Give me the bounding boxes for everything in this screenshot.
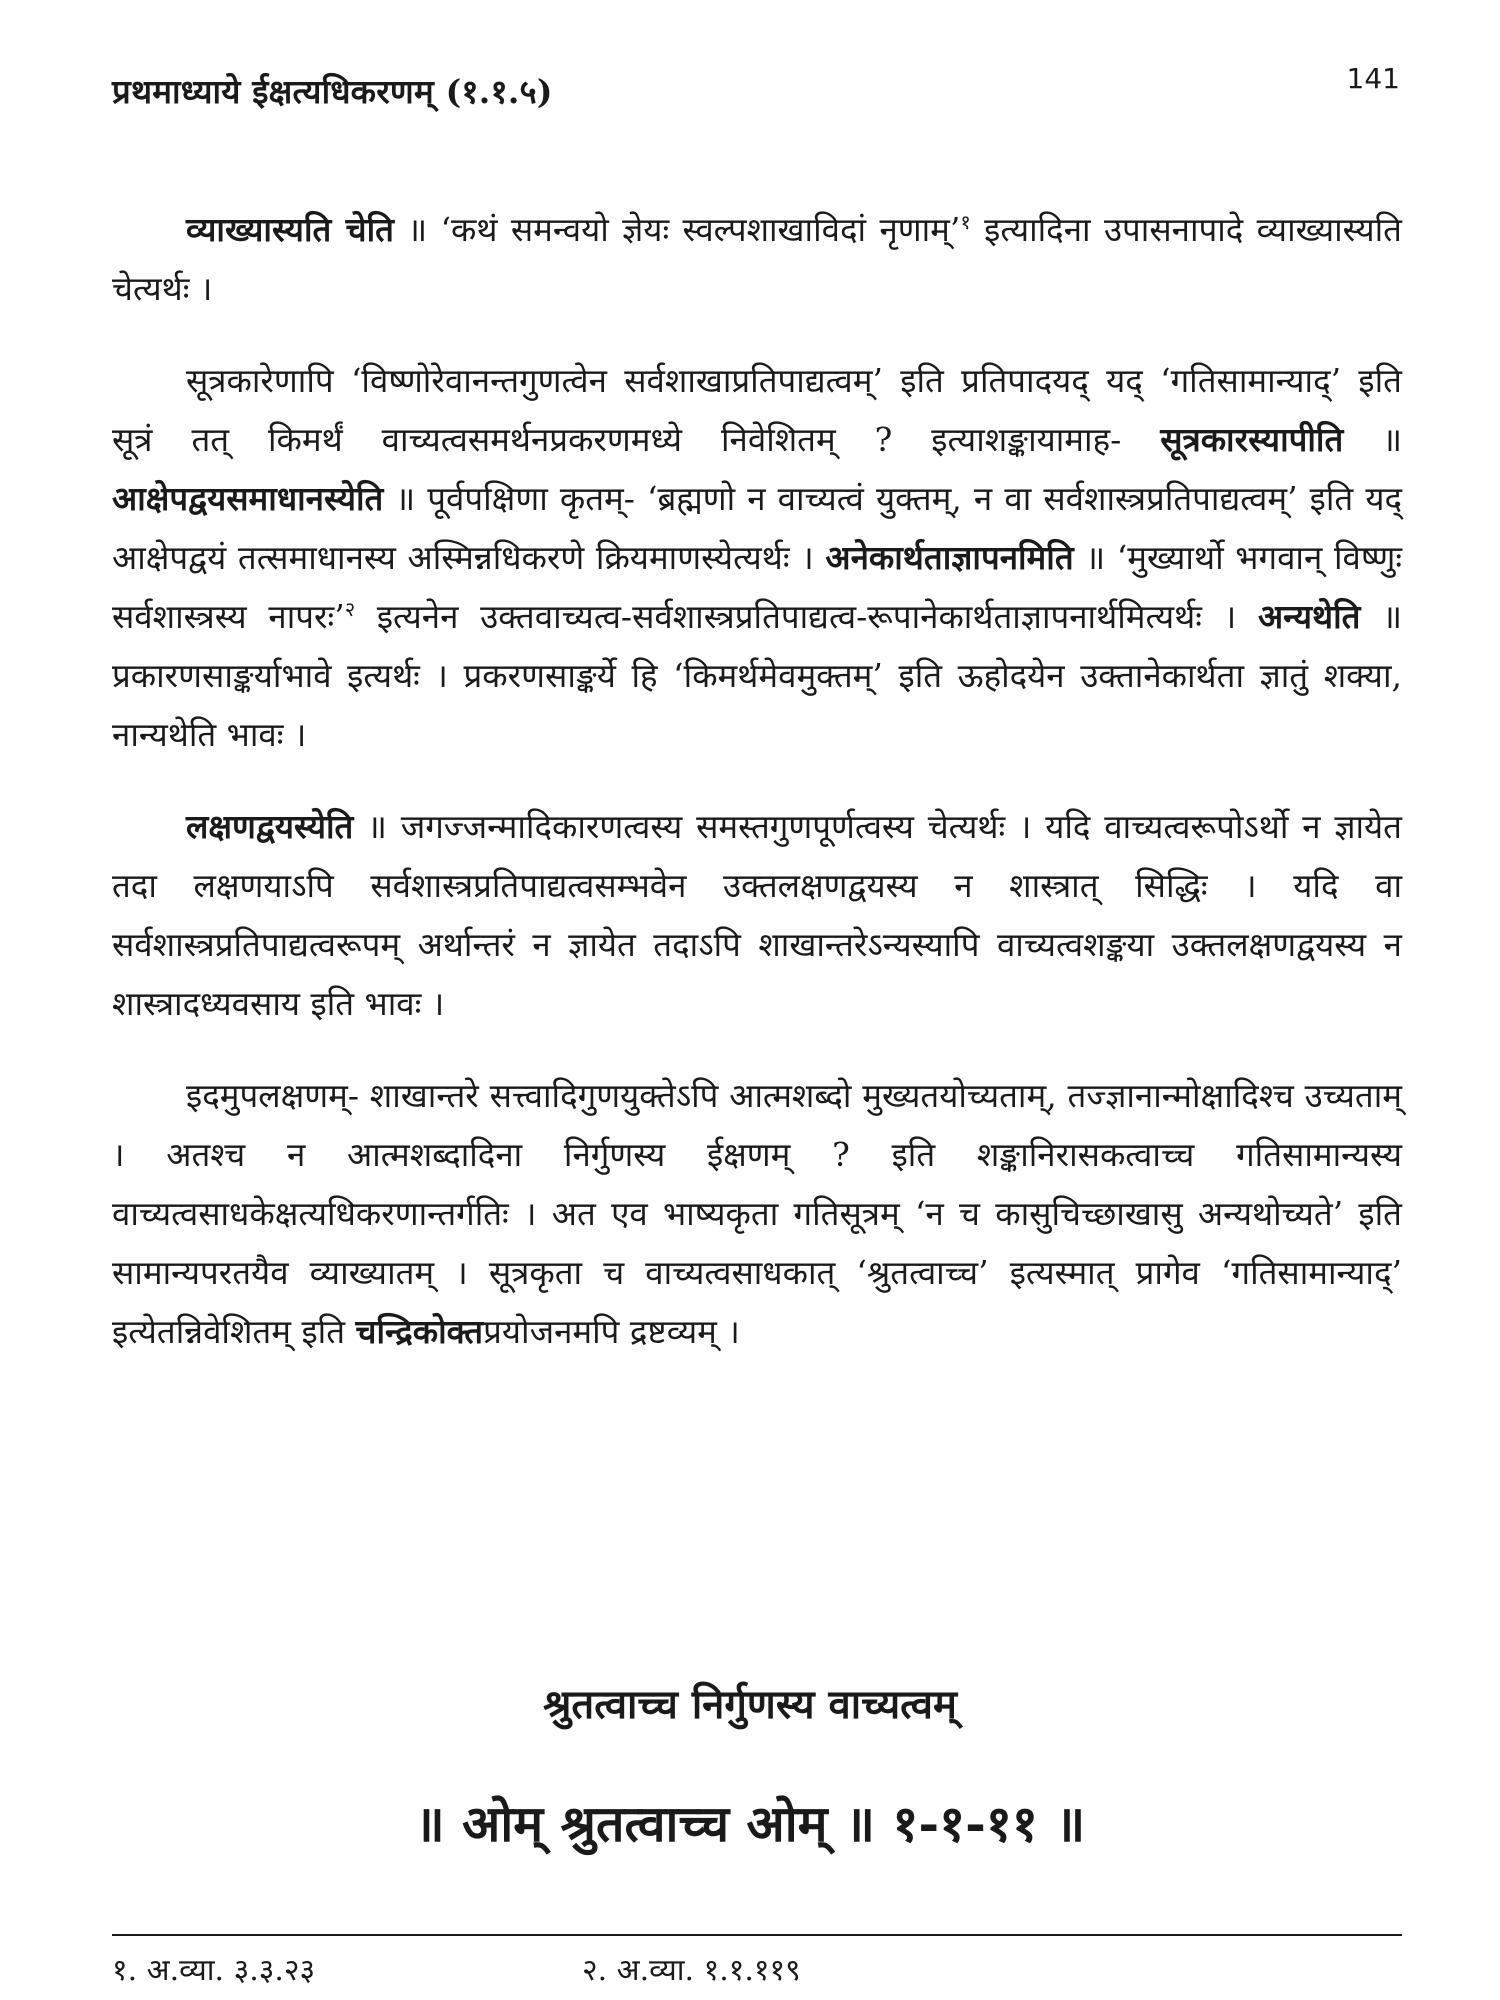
page-number: 141 — [1346, 62, 1400, 95]
pratika-term: चन्द्रिकोक्त — [355, 1312, 484, 1351]
section-title: श्रुतत्वाच्च निर्गुणस्य वाच्यत्वम् — [543, 1681, 957, 1728]
text-run: ॥ जगज्जन्मादिकारणत्वस्य समस्तगुणपूर्णत्वस्य चेत्यर्थः । यदि वाच्यत्वरूपोऽर्थो न ज्ञायेत तदा लक्षणयाऽपि सर्वशास्त्रप्रतिपाद्यत्वसम्भवेन उक्तलक्षणद्वयस्य न शास्त्रात् सिद्धिः । यदि वा सर्वशास्त्रप्रतिपाद्यत्वरूपम् अर्थान्तरं न ज्ञायेत तदाऽपि शाखान्तरेऽन्यस्यापि वाच्यत्वशङ्कया उक्तलक्षणद्वयस्य न शास्त्रादध्यवसाय इति भावः । — [112, 807, 1402, 1023]
pratika-term: अन्यथेति — [1257, 597, 1361, 636]
footnote-marker: २ — [344, 597, 356, 621]
text-run: ॥ पूर्वपक्षिणा कृतम्- ‘ब्रह्मणो न वाच्यत्वं युक्तम्, न वा सर्वशास्त्रप्रतिपाद्यत्वम्’ इति यद् आक्षेपद्वयं तत्समाधानस्य अस्मिन्नधिकरणे क्रियमाणस्येत्यर्थः । — [112, 479, 1402, 577]
paragraph — [112, 200, 1402, 318]
text-run: ॥ ‘कथं समन्वयो ज्ञेयः स्वल्पशाखाविदां नृणाम्’ — [394, 210, 961, 249]
paragraph — [112, 797, 1402, 1033]
body-text — [112, 200, 1402, 1394]
text-run: ॥ प्रकारणसाङ्कर्याभावे इत्यर्थः । प्रकरणसाङ्कर्ये हि ‘किमर्थमेवमुक्तम्’ इति ऊहोदयेन उक्तानेकार्थता ज्ञातुं शक्या, नान्यथेति भावः । — [112, 597, 1403, 754]
text-run: ॥ — [1343, 420, 1402, 459]
pratika-term: सूत्रकारस्यापीति — [1160, 420, 1344, 459]
text-run: प्रयोजनमपि द्रष्टव्यम् । — [483, 1312, 740, 1351]
pratika-term: आक्षेपद्वयसमाधानस्येति — [112, 479, 384, 518]
paragraph — [112, 351, 1402, 764]
footnote-2: २. अ.व्या. १.१.११९ — [582, 1953, 801, 1988]
footnote-1: १. अ.व्या. ३.३.२३ — [112, 1953, 316, 1988]
footnote-divider — [112, 1934, 1402, 1936]
pratika-term: लक्षणद्वयस्येति — [186, 807, 354, 846]
text-run: इत्यनेन उक्तवाच्यत्व-सर्वशास्त्रप्रतिपाद्यत्व-रूपानेकार्थताज्ञापनार्थमित्यर्थः । — [355, 597, 1258, 636]
footnote-marker: १ — [960, 210, 971, 234]
text-run: ॥ ‘मुख्यार्थो भगवान् विष्णुः सर्वशास्त्रस्य नापरः’ — [112, 538, 1402, 636]
text-run: सूत्रकारेणापि ‘विष्णोरेवानन्तगुणत्वेन सर्वशाखाप्रतिपाद्यत्वम्’ इति प्रतिपादयद् यद् ‘गतिसामान्याद्’ इति सूत्रं तत् किमर्थं वाच्यत्वसमर्थनप्रकरणमध्ये निवेशितम् ? इत्याशङ्कायामाह- — [112, 361, 1402, 459]
text-run: इत्यादिना उपासनापादे व्याख्यास्यति चेत्यर्थः । — [112, 210, 1402, 308]
running-title: प्रथमाध्याये ईक्षत्यधिकरणम् (१.१.५) — [112, 72, 553, 111]
pratika-term: अनेकार्थताज्ञापनमिति — [825, 538, 1074, 577]
pratika-term: व्याख्यास्यति चेति — [186, 210, 394, 249]
paragraph — [112, 1066, 1402, 1361]
text-run: इदमुपलक्षणम्- शाखान्तरे सत्त्वादिगुणयुक्तेऽपि आत्मशब्दो मुख्यतयोच्यताम्, तज्ज्ञानान्मोक्षादिश्च उच्यताम् । अतश्च न आत्मशब्दादिना निर्गुणस्य ईक्षणम् ? इति शङ्कानिरासकत्वाच्च गतिसामान्यस्य वाच्यत्वसाधकेक्षत्यधिकरणान्तर्गतिः । अत एव भाष्यकृता गतिसूत्रम् ‘न च कासुचिच्छाखासु अन्यथोच्यते’ इति सामान्यपरतयैव व्याख्यातम् । सूत्रकृता च वाच्यत्वसाधकात् ‘श्रुतत्वाच्च’ इत्यस्मात् प्रागेव ‘गतिसामान्याद्’ इत्येतन्निवेशितम् इति — [112, 1076, 1402, 1351]
sutra-heading: ॥ ओम् श्रुतत्वाच्च ओम् ॥ १-१-११ ॥ — [414, 1794, 1086, 1853]
